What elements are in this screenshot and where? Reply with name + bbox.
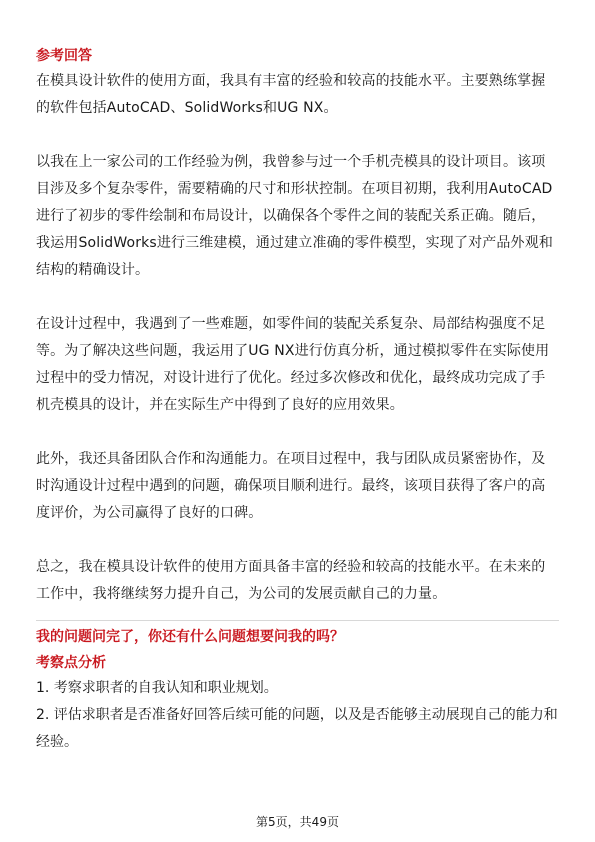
section-divider	[36, 620, 559, 621]
answer-paragraph: 在模具设计软件的使用方面，我具有丰富的经验和较高的技能水平。主要熟练掌握的软件包括AutoCAD、SolidWorks和UG NX。	[36, 73, 546, 116]
paragraph-gap	[36, 527, 559, 554]
analysis-point: 1. 考察求职者的自我认知和职业规划。	[36, 680, 278, 696]
answer-paragraph: 在设计过程中，我遇到了一些难题，如零件间的装配关系复杂、局部结构强度不足等。为了解决这些问题，我运用了UG NX进行仿真分析，通过模拟零件在实际使用过程中的受力情况，对设计进行了优化。经过多次修改和优化，最终成功完成了手机壳模具的设计，并在实际生产中得到了良好的应用效果。	[36, 316, 550, 413]
paragraph-gap	[36, 122, 559, 149]
analysis-point: 2. 评估求职者是否准备好回答后续可能的问题，以及是否能够主动展现自己的能力和经验。	[36, 707, 558, 750]
next-question-title: 我的问题问完了，你还有什么问题想要问我的吗？	[36, 629, 344, 645]
answer-paragraph: 此外，我还具备团队合作和沟通能力。在项目过程中，我与团队成员紧密协作，及时沟通设计过程中遇到的问题，确保项目顺利进行。最终，该项目获得了客户的高度评价，为公司赢得了良好的口碑。	[36, 451, 546, 521]
page-number: 第5页，共49页	[256, 815, 339, 829]
page-content	[36, 44, 559, 756]
answer-heading: 参考回答	[36, 48, 92, 64]
analysis-heading: 考察点分析	[36, 655, 106, 671]
answer-paragraph: 总之，我在模具设计软件的使用方面具备丰富的经验和较高的技能水平。在未来的工作中，我将继续努力提升自己，为公司的发展贡献自己的力量。	[36, 559, 546, 602]
paragraph-gap	[36, 284, 559, 311]
paragraph-gap	[36, 419, 559, 446]
answer-paragraph: 以我在上一家公司的工作经验为例，我曾参与过一个手机壳模具的设计项目。该项目涉及多个复杂零件，需要精确的尺寸和形状控制。在项目初期，我利用AutoCAD进行了初步的零件绘制和布局设计，以确保各个零件之间的装配关系正确。随后，我运用SolidWorks进行三维建模，通过建立准确的零件模型，实现了对产品外观和结构的精确设计。	[36, 154, 554, 278]
